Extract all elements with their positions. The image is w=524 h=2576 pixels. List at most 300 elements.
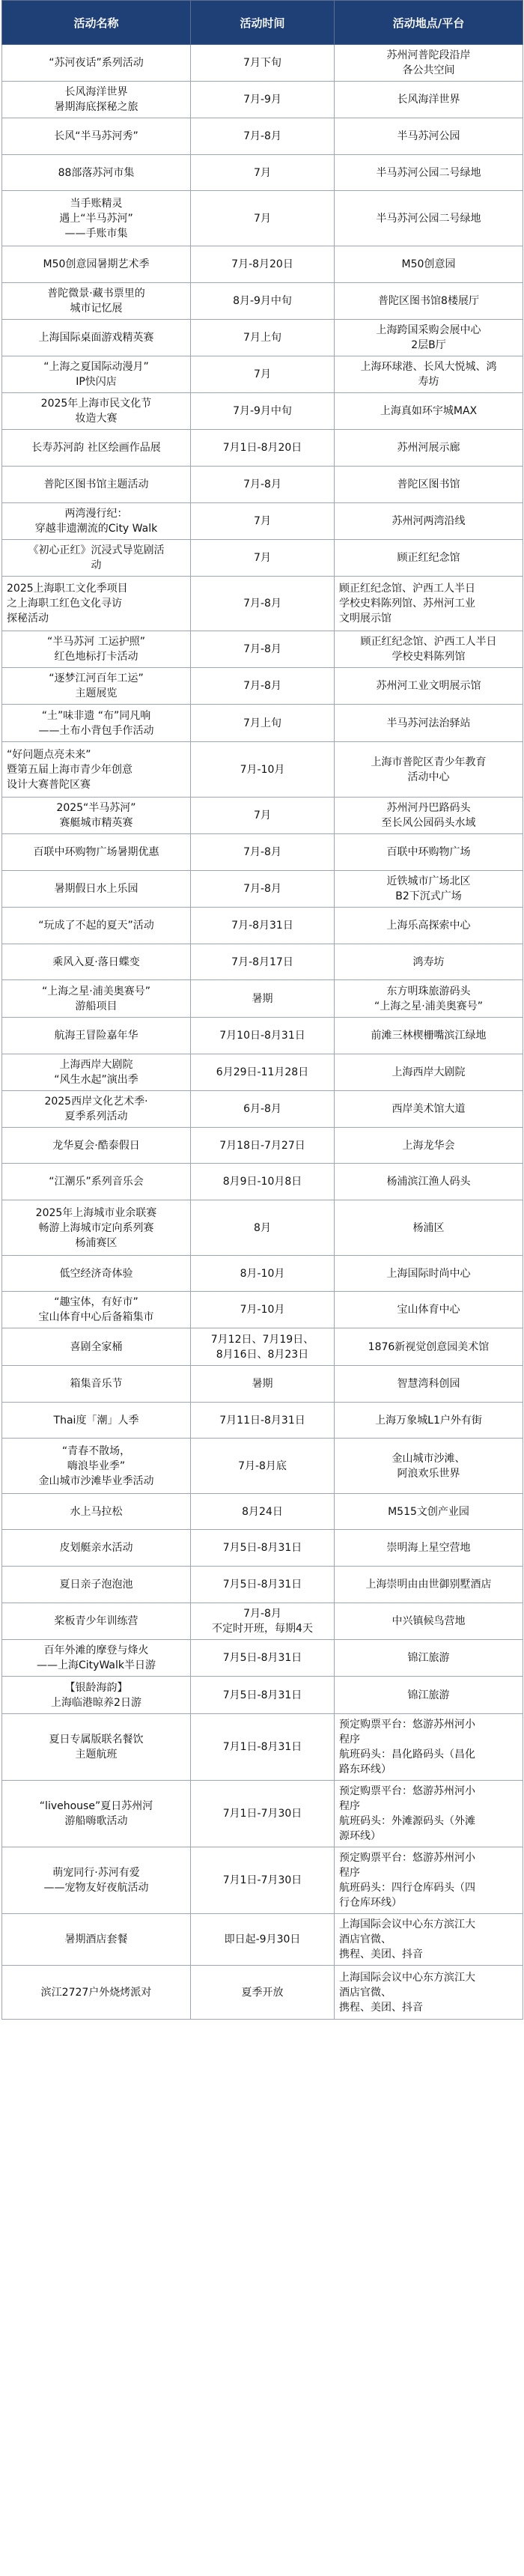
table-row	[2, 155, 523, 191]
activity-place-cell	[335, 577, 523, 631]
table-row	[2, 631, 523, 668]
cell-text-line: 7月-8月	[243, 598, 281, 610]
activity-time-cell	[191, 283, 335, 320]
cell-text-line: ——宠物友好夜航活动	[43, 1882, 149, 1894]
cell-text-line: 7月	[254, 552, 271, 564]
activity-time-cell	[191, 45, 335, 82]
cell-text-line: ——上海CityWalk半日游	[37, 1659, 156, 1671]
cell-text-line: 学校史料陈列馆	[392, 651, 466, 663]
cell-text-line: 上海万象城L1户外有街	[375, 1414, 482, 1427]
activity-time-cell	[191, 1714, 335, 1781]
cell-text-line: 7月	[254, 368, 271, 380]
cell-text-line: 2层B厅	[411, 339, 446, 351]
activity-name-cell	[2, 1439, 191, 1494]
activity-place-cell	[335, 834, 523, 871]
activity-time-cell	[191, 1328, 335, 1366]
cell-text-line: 乘风入夏·落日蝶变	[52, 956, 140, 968]
cell-text-line: 普陀区图书馆8楼展厅	[378, 295, 479, 307]
activity-place-cell	[335, 430, 523, 467]
cell-text-line: ——土布小背包手作活动	[38, 724, 154, 737]
cell-text-line: M50创意园	[401, 258, 456, 270]
activity-name-cell	[2, 155, 191, 191]
activity-table	[1, 0, 523, 2020]
table-row	[2, 798, 523, 834]
activity-place-cell	[335, 908, 523, 944]
activity-name-cell	[2, 1054, 191, 1091]
activity-name-cell	[2, 118, 191, 155]
cell-text-line: 宝山体育中心	[397, 1304, 460, 1316]
activity-name-cell	[2, 798, 191, 834]
cell-text-line: 苏州河两湾沿线	[392, 515, 466, 527]
cell-text-line: M50创意园暑期艺术季	[43, 258, 150, 270]
cell-text-line: 百年外滩的摩登与烽火	[43, 1644, 149, 1656]
cell-text-line: 航海王冒险嘉年华	[54, 1030, 138, 1042]
cell-text-line: 半马苏河公园	[397, 130, 460, 142]
activity-place-cell	[335, 944, 523, 980]
activity-name-cell	[2, 320, 191, 356]
activity-time-cell	[191, 356, 335, 393]
table-row	[2, 1164, 523, 1200]
activity-time-cell	[191, 1677, 335, 1714]
activity-time-cell	[191, 798, 335, 834]
cell-text-line: 2025“半马苏河”	[56, 802, 136, 814]
cell-text-line: 长风海洋世界	[64, 86, 128, 98]
table-row	[2, 1714, 523, 1781]
cell-text-line: 主题航班	[75, 1749, 118, 1761]
cell-text-line: 航班码头：外滩源码头（外滩	[339, 1815, 475, 1827]
cell-text-line: 当手账精灵	[70, 197, 123, 210]
activity-time-cell	[191, 1781, 335, 1847]
cell-text-line: 7月-8月	[243, 130, 281, 142]
cell-text-line: 上海西岸大剧院	[392, 1066, 466, 1078]
activity-name-cell	[2, 1530, 191, 1567]
activity-place-cell	[335, 1054, 523, 1091]
activity-name-cell	[2, 1018, 191, 1054]
cell-text-line: 8月9日-10月8日	[222, 1176, 302, 1188]
cell-text-line: 文明展示馆	[339, 613, 392, 625]
activity-place-cell	[335, 631, 523, 668]
table-row	[2, 467, 523, 503]
cell-text-line: 顾正红纪念馆、沪西工人半日	[339, 583, 475, 595]
cell-text-line: 夏日专属版联名餐饮	[49, 1734, 144, 1746]
cell-text-line: 路东环线）	[339, 1764, 392, 1775]
cell-text-line: 锦江旅游	[407, 1689, 450, 1701]
cell-text-line: 中兴镇候鸟营地	[392, 1615, 466, 1627]
activity-time-cell	[191, 393, 335, 430]
cell-text-line: 航班码头：昌化路码头（昌化	[339, 1749, 475, 1761]
activity-name-cell	[2, 908, 191, 944]
cell-text-line: 龙华夏会·酷泰假日	[52, 1139, 140, 1152]
activity-time-cell	[191, 1914, 335, 1966]
activity-place-cell	[335, 1677, 523, 1714]
activity-place-cell	[335, 1847, 523, 1914]
header-activity-time: 活动时间	[191, 1, 335, 45]
activity-time-cell	[191, 191, 335, 246]
cell-text-line: 7月18日-7月27日	[219, 1139, 305, 1152]
cell-text-line: 各公共空间	[402, 64, 455, 76]
activity-place-cell	[335, 540, 523, 577]
cell-text-line: “上海之星·浦美奥赛号”	[374, 1000, 483, 1012]
activity-name-cell	[2, 1256, 191, 1292]
cell-text-line: 预定购票平台：悠游苏州河小	[339, 1719, 475, 1731]
cell-text-line: 7月-9月	[243, 94, 281, 106]
table-row	[2, 283, 523, 320]
cell-text-line: 东方明珠旅游码头	[386, 985, 471, 997]
cell-text-line: 2025年上海城市业余联赛	[35, 1206, 157, 1219]
activity-time-cell	[191, 320, 335, 356]
activity-time-cell	[191, 82, 335, 118]
activity-name-cell	[2, 1603, 191, 1640]
cell-text-line: 即日起-9月30日	[224, 1933, 301, 1945]
table-body	[2, 45, 523, 2020]
cell-text-line: “趣宝体，有好市”	[54, 1296, 138, 1308]
activity-name-cell	[2, 1567, 191, 1603]
cell-text-line: 7月-8月20日	[231, 258, 293, 270]
cell-text-line: 88部落苏河市集	[58, 166, 135, 179]
cell-text-line: 赛艇城市精英赛	[59, 817, 133, 829]
cell-text-line: 苏州河丹巴路码头	[386, 802, 471, 814]
cell-text-line: 7月11日-8月31日	[219, 1414, 305, 1427]
cell-text-line: B2下沉式广场	[395, 890, 462, 902]
cell-text-line: 航班码头：四行仓库码头（四	[339, 1882, 475, 1894]
cell-text-line: 苏州河展示廊	[397, 442, 460, 454]
activity-time-cell	[191, 1054, 335, 1091]
cell-text-line: 杨浦滨江渔人码头	[386, 1176, 471, 1188]
cell-text-line: 学校史料陈列馆、苏州河工业	[339, 598, 475, 610]
cell-text-line: 7月1日-8月20日	[222, 442, 302, 454]
cell-text-line: 上海龙华会	[402, 1139, 455, 1152]
activity-name-cell	[2, 191, 191, 246]
activity-time-cell	[191, 467, 335, 503]
activity-place-cell	[335, 1328, 523, 1366]
cell-text-line: 酒店官微、	[339, 1986, 392, 1999]
cell-text-line: 上海国际时尚中心	[386, 1267, 471, 1280]
activity-time-cell	[191, 430, 335, 467]
activity-place-cell	[335, 668, 523, 705]
activity-name-cell	[2, 540, 191, 577]
table-row	[2, 82, 523, 118]
activity-name-cell	[2, 668, 191, 705]
table-row	[2, 944, 523, 980]
cell-text-line: 程序	[339, 1800, 360, 1812]
activity-name-cell	[2, 1091, 191, 1128]
cell-text-line: 7月-8月31日	[231, 920, 293, 932]
table-row	[2, 191, 523, 246]
activity-place-cell	[335, 1403, 523, 1439]
cell-text-line: 7月12日、7月19日、	[210, 1333, 314, 1346]
activity-name-cell	[2, 503, 191, 540]
cell-text-line: 百联中环购物广场	[386, 846, 471, 858]
activity-place-cell	[335, 1200, 523, 1256]
cell-text-line: 顾正红纪念馆、沪西工人半日	[360, 636, 497, 648]
cell-text-line: 上海市普陀区青少年教育	[371, 756, 487, 768]
table-row	[2, 246, 523, 283]
cell-text-line: 遇上“半马苏河”	[59, 212, 133, 225]
cell-text-line: 崇明海上星空营地	[386, 1542, 471, 1554]
activity-place-cell	[335, 1128, 523, 1164]
activity-name-cell	[2, 944, 191, 980]
activity-place-cell	[335, 742, 523, 798]
cell-text-line: 7月	[254, 212, 271, 225]
activity-time-cell	[191, 705, 335, 742]
cell-text-line: 7月10日-8月31日	[219, 1030, 305, 1042]
activity-place-cell	[335, 1292, 523, 1328]
cell-text-line: 红色地标打卡活动	[54, 651, 138, 663]
cell-text-line: 上海国际会议中心东方滨江大	[339, 1919, 475, 1931]
cell-text-line: 寿坊	[418, 376, 439, 388]
cell-text-line: “上海之夏国际动漫月”	[43, 361, 149, 373]
cell-text-line: 萌宠同行·苏河有爱	[52, 1867, 140, 1879]
cell-text-line: 7月-10月	[240, 1304, 285, 1316]
activity-time-cell	[191, 1366, 335, 1403]
activity-time-cell	[191, 1164, 335, 1200]
cell-text-line: 7月上旬	[243, 717, 281, 729]
table-row	[2, 577, 523, 631]
activity-place-cell	[335, 155, 523, 191]
cell-text-line: 畅游上海城市定向系列赛	[38, 1221, 154, 1234]
cell-text-line: 滨江2727户外烧烤派对	[40, 1986, 152, 1999]
table-row	[2, 668, 523, 705]
activity-time-cell	[191, 503, 335, 540]
cell-text-line: 预定购票平台：悠游苏州河小	[339, 1785, 475, 1797]
cell-text-line: 百联中环购物广场暑期优惠	[33, 846, 159, 858]
activity-name-cell	[2, 1128, 191, 1164]
activity-place-cell	[335, 503, 523, 540]
activity-place-cell	[335, 1640, 523, 1677]
activity-name-cell	[2, 742, 191, 798]
activity-time-cell	[191, 246, 335, 283]
activity-name-cell	[2, 834, 191, 871]
table-row	[2, 1677, 523, 1714]
cell-text-line: 智慧湾科创园	[397, 1378, 460, 1390]
table-row	[2, 1847, 523, 1914]
activity-time-cell	[191, 540, 335, 577]
activity-time-cell	[191, 1966, 335, 2020]
cell-text-line: 暑期酒店套餐	[64, 1933, 128, 1945]
activity-time-cell	[191, 1530, 335, 1567]
activity-name-cell	[2, 1164, 191, 1200]
cell-text-line: 城市记忆展	[70, 303, 123, 315]
activity-name-cell	[2, 1847, 191, 1914]
activity-place-cell	[335, 1256, 523, 1292]
cell-text-line: 暑期假日水上乐园	[54, 883, 138, 895]
activity-time-cell	[191, 742, 335, 798]
activity-name-cell	[2, 356, 191, 393]
table-row	[2, 1640, 523, 1677]
cell-text-line: 8月16日、8月23日	[216, 1348, 309, 1361]
cell-text-line: 之上海职工红色文化寻访	[7, 598, 122, 610]
activity-time-cell	[191, 1292, 335, 1328]
header-activity-name: 活动名称	[2, 1, 191, 45]
cell-text-line: 普陀微景·藏书票里的	[47, 288, 145, 300]
table-row	[2, 1603, 523, 1640]
activity-place-cell	[335, 1567, 523, 1603]
activity-name-cell	[2, 1200, 191, 1256]
table-row	[2, 834, 523, 871]
activity-name-cell	[2, 871, 191, 908]
cell-text-line: 程序	[339, 1734, 360, 1746]
cell-text-line: 阿浪欢乐世界	[397, 1467, 460, 1480]
table-row	[2, 503, 523, 540]
cell-text-line: 7月5日-8月31日	[222, 1542, 302, 1554]
cell-text-line: 7月-8月	[243, 883, 281, 895]
activity-time-cell	[191, 155, 335, 191]
activity-place-cell	[335, 467, 523, 503]
cell-text-line: 普陀区图书馆主题活动	[43, 479, 149, 490]
cell-text-line: 半马苏河公园二号绿地	[376, 166, 481, 179]
cell-text-line: “逐梦江河百年工运”	[49, 672, 144, 684]
activity-place-cell	[335, 45, 523, 82]
cell-text-line: 7月-8月	[243, 680, 281, 692]
table-row	[2, 393, 523, 430]
activity-place-cell	[335, 118, 523, 155]
activity-time-cell	[191, 980, 335, 1018]
activity-time-cell	[191, 1018, 335, 1054]
cell-text-line: 7月5日-8月31日	[222, 1689, 302, 1701]
table-row	[2, 1914, 523, 1966]
activity-place-cell	[335, 1966, 523, 2020]
cell-text-line: 西岸美术馆大道	[392, 1103, 466, 1115]
cell-text-line: 7月上旬	[243, 332, 281, 344]
cell-text-line: 上海国际桌面游戏精英赛	[38, 332, 154, 344]
cell-text-line: 上海环球港、长风大悦城、鸿	[360, 361, 497, 373]
cell-text-line: 箱集音乐节	[70, 1378, 123, 1390]
cell-text-line: 源环线）	[339, 1830, 381, 1842]
activity-name-cell	[2, 631, 191, 668]
cell-text-line: “苏河夜话”系列活动	[49, 57, 144, 69]
activity-place-cell	[335, 1714, 523, 1781]
cell-text-line: 苏州河普陀段沿岸	[386, 49, 471, 61]
cell-text-line: 主题展览	[75, 687, 118, 699]
table-row	[2, 1256, 523, 1292]
table-row	[2, 1403, 523, 1439]
activity-place-cell	[335, 1530, 523, 1567]
cell-text-line: 桨板青少年训练营	[54, 1615, 138, 1627]
activity-name-cell	[2, 283, 191, 320]
cell-text-line: 游船项目	[75, 1000, 118, 1012]
header-activity-place: 活动地点/平台	[335, 1, 523, 45]
cell-text-line: 两湾漫行纪：	[64, 508, 128, 520]
cell-text-line: 上海真如环宇城MAX	[380, 405, 478, 417]
table-row	[2, 908, 523, 944]
cell-text-line: 金山城市沙滩毕业季活动	[38, 1474, 154, 1487]
activity-place-cell	[335, 82, 523, 118]
cell-text-line: 《初心正红》沉浸式导览剧活	[28, 544, 165, 556]
cell-text-line: 皮划艇亲水活动	[59, 1542, 133, 1554]
activity-place-cell	[335, 1439, 523, 1494]
cell-text-line: 金山城市沙滩、	[392, 1452, 466, 1465]
activity-time-cell	[191, 1091, 335, 1128]
cell-text-line: “江潮乐”系列音乐会	[49, 1176, 144, 1188]
cell-text-line: 半马苏河公园二号绿地	[376, 212, 481, 225]
activity-place-cell	[335, 393, 523, 430]
cell-text-line: 7月5日-8月31日	[222, 1652, 302, 1664]
activity-time-cell	[191, 118, 335, 155]
activity-time-cell	[191, 1403, 335, 1439]
activity-name-cell	[2, 1494, 191, 1530]
activity-name-cell	[2, 82, 191, 118]
activity-place-cell	[335, 705, 523, 742]
activity-name-cell	[2, 1781, 191, 1847]
cell-text-line: 近铁城市广场北区	[386, 875, 471, 887]
cell-text-line: 至长风公园码头水域	[381, 817, 476, 829]
cell-text-line: 长风海洋世界	[397, 94, 460, 106]
cell-text-line: 7月5日-8月31日	[222, 1579, 302, 1591]
cell-text-line: 锦江旅游	[407, 1652, 450, 1664]
activity-name-cell	[2, 1403, 191, 1439]
activity-name-cell	[2, 577, 191, 631]
cell-text-line: “玩成了不起的夏天”活动	[38, 920, 154, 932]
cell-text-line: 鸿寿坊	[412, 956, 445, 968]
activity-place-cell	[335, 356, 523, 393]
activity-place-cell	[335, 1781, 523, 1847]
activity-name-cell	[2, 1914, 191, 1966]
activity-place-cell	[335, 1914, 523, 1966]
cell-text-line: 夏季开放	[241, 1986, 284, 1999]
cell-text-line: 上海乐高探索中心	[386, 920, 471, 932]
cell-text-line: 暑期	[252, 1378, 273, 1390]
table-row	[2, 430, 523, 467]
cell-text-line: “风生水起”演出季	[54, 1074, 138, 1086]
cell-text-line: 7月-8月	[243, 846, 281, 858]
cell-text-line: 7月	[254, 515, 271, 527]
cell-text-line: 8月-9月中旬	[233, 295, 292, 307]
activity-time-cell	[191, 1494, 335, 1530]
activity-place-cell	[335, 798, 523, 834]
cell-text-line: “土”味非遗 “布”同凡响	[41, 709, 151, 722]
activity-name-cell	[2, 1328, 191, 1366]
table-row	[2, 1494, 523, 1530]
table-row	[2, 356, 523, 393]
cell-text-line: 【银龄海韵】	[64, 1681, 128, 1694]
cell-text-line: 携程、美团、抖音	[339, 1948, 423, 1960]
table-row	[2, 540, 523, 577]
cell-text-line: Thai度「潮」人季	[53, 1414, 139, 1427]
activity-name-cell	[2, 45, 191, 82]
table-row	[2, 742, 523, 798]
cell-text-line: 穿越非遗潮流的City Walk	[34, 523, 158, 535]
activity-time-cell	[191, 1256, 335, 1292]
activity-time-cell	[191, 577, 335, 631]
activity-place-cell	[335, 980, 523, 1018]
cell-text-line: 探秘活动	[7, 613, 49, 625]
activity-time-cell	[191, 1603, 335, 1640]
table-row	[2, 1292, 523, 1328]
table-header-row	[2, 1, 523, 45]
table-row	[2, 1366, 523, 1403]
table-row	[2, 45, 523, 82]
cell-text-line: 宝山体育中心后备箱集市	[38, 1311, 154, 1323]
cell-text-line: 暨第五届上海市青少年创意	[7, 763, 132, 776]
cell-text-line: 上海西岸大剧院	[59, 1059, 133, 1071]
activity-time-cell	[191, 1847, 335, 1914]
activity-time-cell	[191, 871, 335, 908]
cell-text-line: 上海跨国采购会展中心	[376, 324, 481, 336]
cell-text-line: 顾正红纪念馆	[397, 552, 460, 564]
cell-text-line: 水上马拉松	[70, 1505, 123, 1518]
table-row	[2, 320, 523, 356]
cell-text-line: 活动中心	[407, 771, 450, 783]
cell-text-line: 7月下旬	[243, 57, 281, 69]
activity-time-cell	[191, 1128, 335, 1164]
cell-text-line: 喜剧全家桶	[70, 1340, 123, 1353]
cell-text-line: 暑期海底探秘之旅	[54, 101, 138, 113]
activity-place-cell	[335, 871, 523, 908]
cell-text-line: 8月	[254, 1221, 271, 1234]
activity-time-cell	[191, 1567, 335, 1603]
cell-text-line: 低空经济奇体验	[59, 1267, 133, 1280]
cell-text-line: 游船嗨歌活动	[64, 1815, 128, 1827]
